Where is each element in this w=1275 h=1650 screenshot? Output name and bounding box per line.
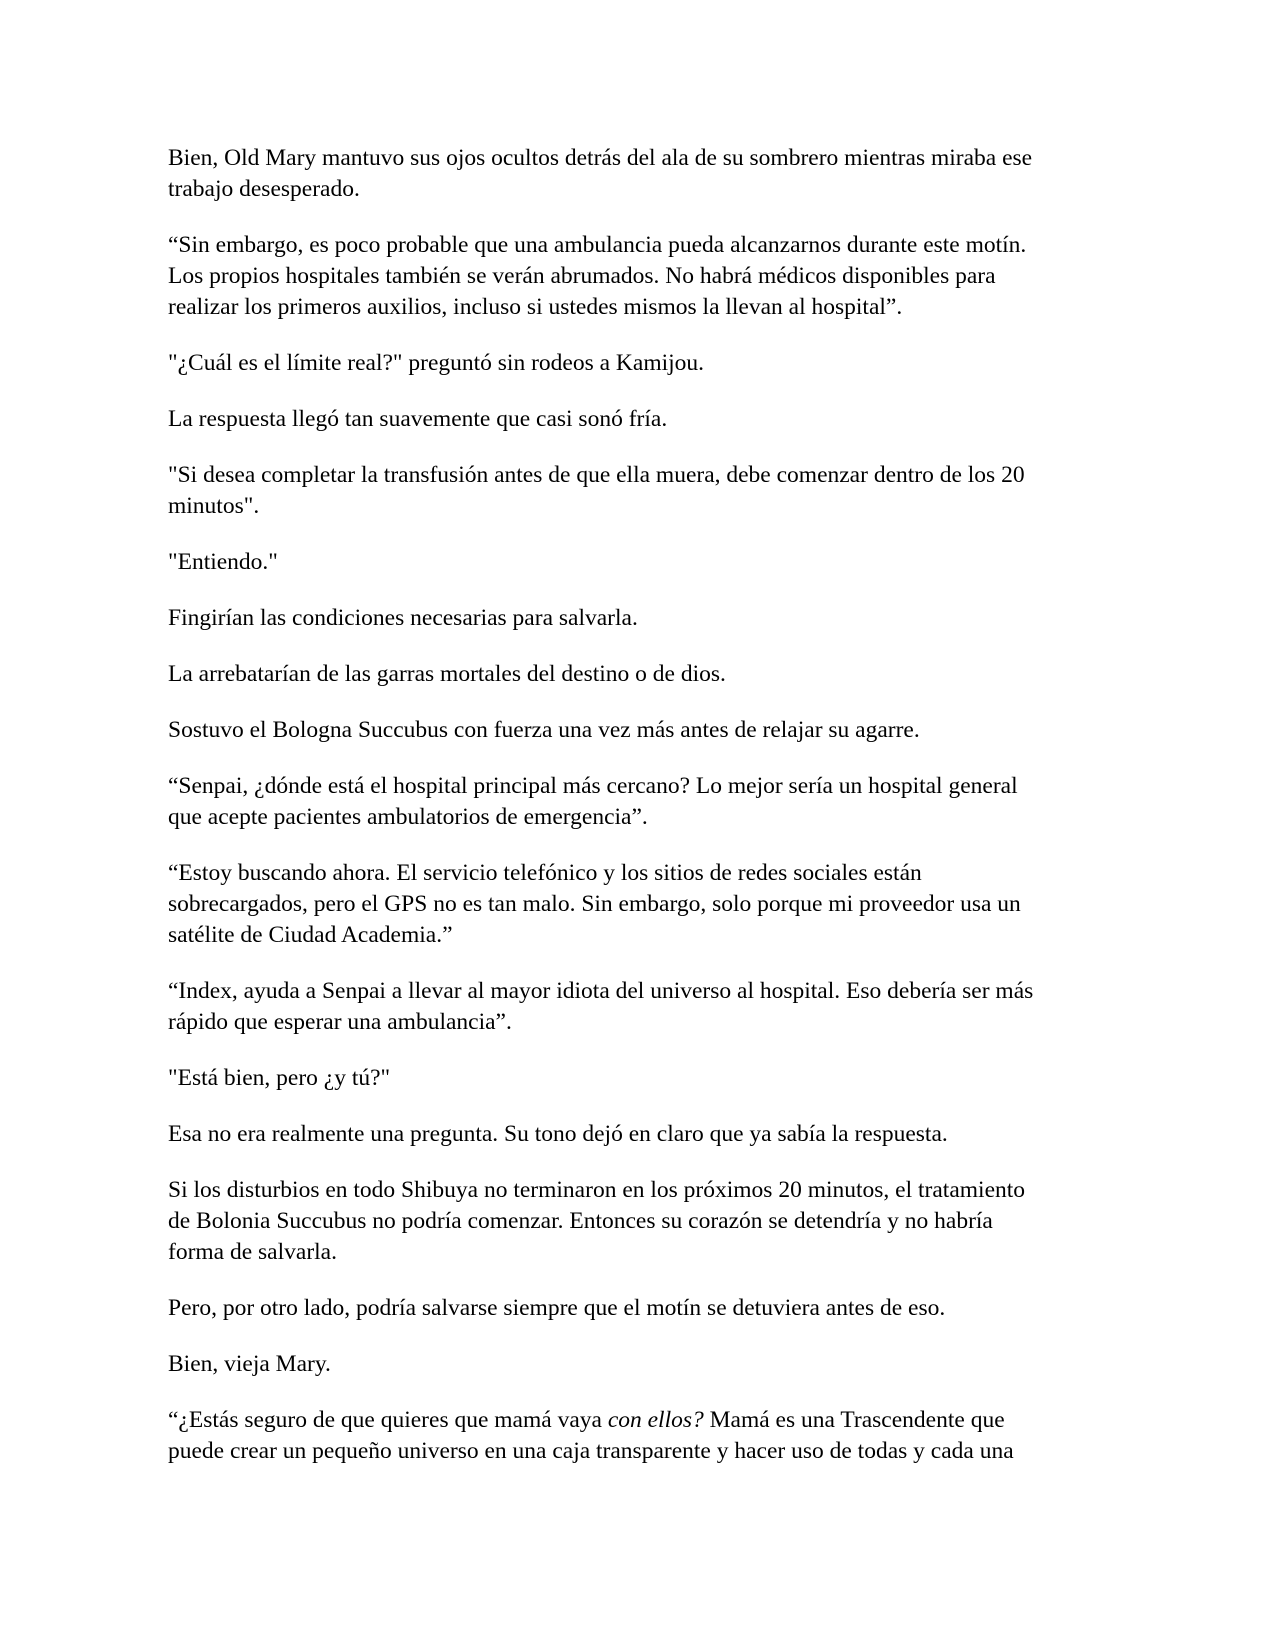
text-line — [168, 292, 1103, 323]
text-segment: forma de salvarla. — [168, 1239, 337, 1265]
paragraph — [168, 603, 1103, 634]
text-line — [168, 1119, 1103, 1150]
text-line — [168, 348, 1103, 379]
text-segment: rápido que esperar una ambulancia”. — [168, 1009, 512, 1035]
text-segment: sobrecargados, pero el GPS no es tan malo. Sin embargo, solo porque mi proveedor usa un — [168, 891, 1021, 917]
text-segment: "¿Cuál es el límite real?" preguntó sin rodeos a Kamijou. — [168, 350, 705, 376]
paragraph — [168, 143, 1103, 205]
text-line — [168, 659, 1103, 690]
text-segment: "Si desea completar la transfusión antes de que ella muera, debe comenzar dentro de los 20 — [168, 462, 1025, 488]
text-segment: Pero, por otro lado, podría salvarse siempre que el motín se detuviera antes de eso. — [168, 1295, 946, 1321]
text-segment: Los propios hospitales también se verán abrumados. No habrá médicos disponibles para — [168, 263, 996, 289]
paragraph — [168, 1349, 1103, 1380]
text-segment: “Sin embargo, es poco probable que una ambulancia pueda alcanzarnos durante este motín. — [168, 232, 1027, 258]
paragraph — [168, 715, 1103, 746]
text-line — [168, 715, 1103, 746]
text-segment: “Index, ayuda a Senpai a llevar al mayor idiota del universo al hospital. Eso debería ser más — [168, 978, 1034, 1004]
text-line — [168, 1293, 1103, 1324]
text-line — [168, 603, 1103, 634]
text-line — [168, 547, 1103, 578]
text-line — [168, 1436, 1103, 1467]
text-line — [168, 261, 1103, 292]
text-segment: satélite de Ciudad Academia.” — [168, 922, 453, 948]
text-line — [168, 771, 1103, 802]
text-segment: La respuesta llegó tan suavemente que casi sonó fría. — [168, 406, 668, 432]
text-segment: “¿Estás seguro de que quieres que mamá vaya — [168, 1407, 608, 1433]
paragraph — [168, 460, 1103, 522]
paragraph — [168, 348, 1103, 379]
text-segment: Bien, vieja Mary. — [168, 1351, 331, 1377]
text-line — [168, 230, 1103, 261]
paragraph — [168, 1293, 1103, 1324]
text-segment: “Estoy buscando ahora. El servicio telefónico y los sitios de redes sociales están — [168, 860, 922, 886]
text-segment: de Bolonia Succubus no podría comenzar. Entonces su corazón se detendría y no habría — [168, 1208, 993, 1234]
text-segment: Sostuvo el Bologna Succubus con fuerza una vez más antes de relajar su agarre. — [168, 717, 920, 743]
text-segment: minutos". — [168, 493, 260, 519]
text-line — [168, 858, 1103, 889]
text-segment: “Senpai, ¿dónde está el hospital principal más cercano? Lo mejor sería un hospital general — [168, 773, 1018, 799]
text-block — [168, 143, 1103, 1492]
text-line — [168, 1237, 1103, 1268]
text-segment: puede crear un pequeño universo en una caja transparente y hacer uso de todas y cada una — [168, 1438, 1014, 1464]
text-line — [168, 1175, 1103, 1206]
text-line — [168, 802, 1103, 833]
paragraph — [168, 659, 1103, 690]
text-segment: "Está bien, pero ¿y tú?" — [168, 1065, 391, 1091]
text-segment: Mamá es una Trascendente que — [703, 1407, 1005, 1433]
text-segment: Fingirían las condiciones necesarias para salvarla. — [168, 605, 638, 631]
text-segment: Bien, Old Mary mantuvo sus ojos ocultos detrás del ala de su sombrero mientras miraba ese — [168, 145, 1033, 171]
paragraph — [168, 1063, 1103, 1094]
text-segment: "Entiendo." — [168, 549, 278, 575]
paragraph — [168, 230, 1103, 323]
paragraph — [168, 1405, 1103, 1467]
paragraph — [168, 404, 1103, 435]
text-line — [168, 404, 1103, 435]
paragraph — [168, 1119, 1103, 1150]
text-segment: trabajo desesperado. — [168, 176, 360, 202]
text-line — [168, 1063, 1103, 1094]
text-line — [168, 1206, 1103, 1237]
text-line — [168, 460, 1103, 491]
text-line — [168, 1007, 1103, 1038]
text-line — [168, 889, 1103, 920]
italic-text: con ellos? — [607, 1407, 704, 1433]
paragraph — [168, 1175, 1103, 1268]
text-segment: que acepte pacientes ambulatorios de emergencia”. — [168, 804, 648, 830]
paragraph — [168, 547, 1103, 578]
text-segment: Esa no era realmente una pregunta. Su tono dejó en claro que ya sabía la respuesta. — [168, 1121, 948, 1147]
paragraph — [168, 976, 1103, 1038]
paragraph — [168, 858, 1103, 951]
text-segment: realizar los primeros auxilios, incluso si ustedes mismos la llevan al hospital”. — [168, 294, 903, 320]
text-line — [168, 491, 1103, 522]
paragraph — [168, 771, 1103, 833]
text-segment: Si los disturbios en todo Shibuya no terminaron en los próximos 20 minutos, el tratamiento — [168, 1177, 1026, 1203]
text-line — [168, 174, 1103, 205]
text-line — [168, 143, 1103, 174]
text-line — [168, 976, 1103, 1007]
text-line — [168, 1405, 1103, 1436]
text-line — [168, 920, 1103, 951]
text-line — [168, 1349, 1103, 1380]
text-segment: La arrebatarían de las garras mortales del destino o de dios. — [168, 661, 726, 687]
